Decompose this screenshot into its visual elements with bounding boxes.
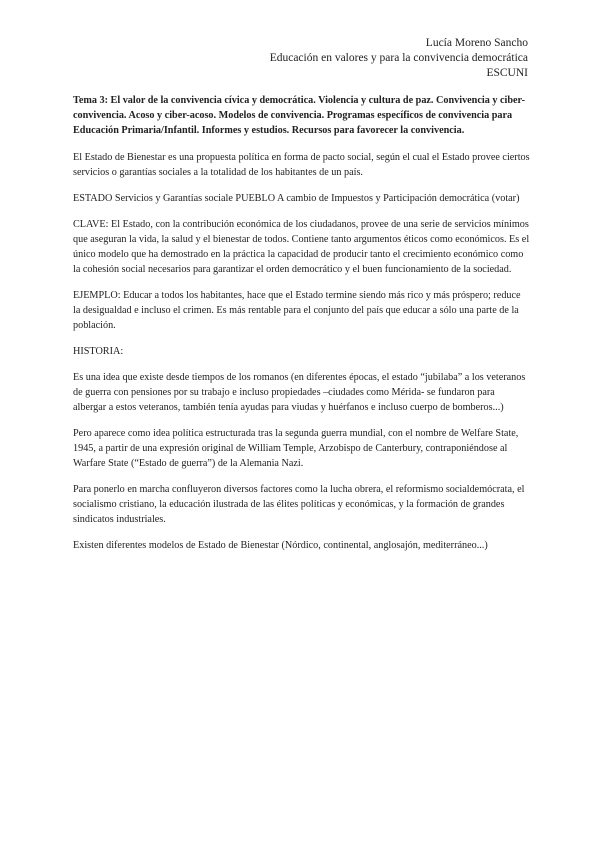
paragraph-history-factors: Para ponerlo en marcha confluyeron diversos factores como la lucha obrera, el reformismo socialdemócrata, el socialismo cristiano, la educación ilustrada de las élites políticas y económicas, y la formación de grandes sindicatos industriales. [73,484,525,525]
paragraph-definition: El Estado de Bienestar es una propuesta política en forma de pacto social, según el cual el Estado provee ciertos servicios o garantías sociales a la totalidad de los habitantes de un país. [73,152,530,178]
paragraph-key: CLAVE: El Estado, con la contribución económica de los ciudadanos, provee de una serie de servicios mínimos que aseguran la vida, la salud y el bienestar de todos. Contiene tanto argumentos éticos como económicos. Es el único modelo que ha demostrado en la práctica la capacidad de producir tanto el crecimiento económico como la cohesión social necesarios para garantizar el orden democrático y el buen funcionamiento de la sociedad. [73,219,530,275]
topic-title: Tema 3: El valor de la convivencia cívica y democrática. Violencia y cultura de paz. Convivencia y ciber-convivencia. Acoso y ciber-acoso. Modelos de convivencia. Programas específicos de convivencia para Educación Primaria/Infantil. Informes y estudios. Recursos para favorecer la convivencia. [73,95,526,136]
author-name: Lucía Moreno Sancho [425,37,528,49]
course-name: Educación en valores y para la convivencia democrática [269,52,528,64]
paragraph-state-people: ESTADO Servicios y Garantías sociale PUEBLO A cambio de Impuestos y Participación democrática (votar) [73,193,520,204]
paragraph-history-welfare-state: Pero aparece como idea política estructurada tras la segunda guerra mundial, con el nombre de Welfare State, 1945, a partir de una expresión original de William Temple, Arzobispo de Canterbury, contraponiéndose al Warfare State (“Estado de guerra”) de la Alemania Nazi. [73,428,519,469]
section-heading-history: HISTORIA: [73,346,124,357]
paragraph-history-romans: Es una idea que existe desde tiempos de los romanos (en diferentes épocas, el estado “jubilaba” a los veteranos de guerra con pensiones por su trabajo e incluso propiedades –ciudades como Mérida- se fundaron para albergar a estos veteranos, también tenía ayudas para viudas y huérfanos e incluso cuerpo de bomberos...) [73,372,526,413]
paragraph-models: Existen diferentes modelos de Estado de Bienestar (Nórdico, continental, anglosajón, mediterráneo...) [73,540,488,551]
school-name: ESCUNI [486,67,528,79]
document-body [73,93,530,564]
paragraph-example: EJEMPLO: Educar a todos los habitantes, hace que el Estado termine siendo más rico y más próspero; reduce la desigualdad e incluso el crimen. Es más rentable para el conjunto del país que educar a sólo una parte de la población. [73,290,521,331]
page-header [270,36,528,81]
